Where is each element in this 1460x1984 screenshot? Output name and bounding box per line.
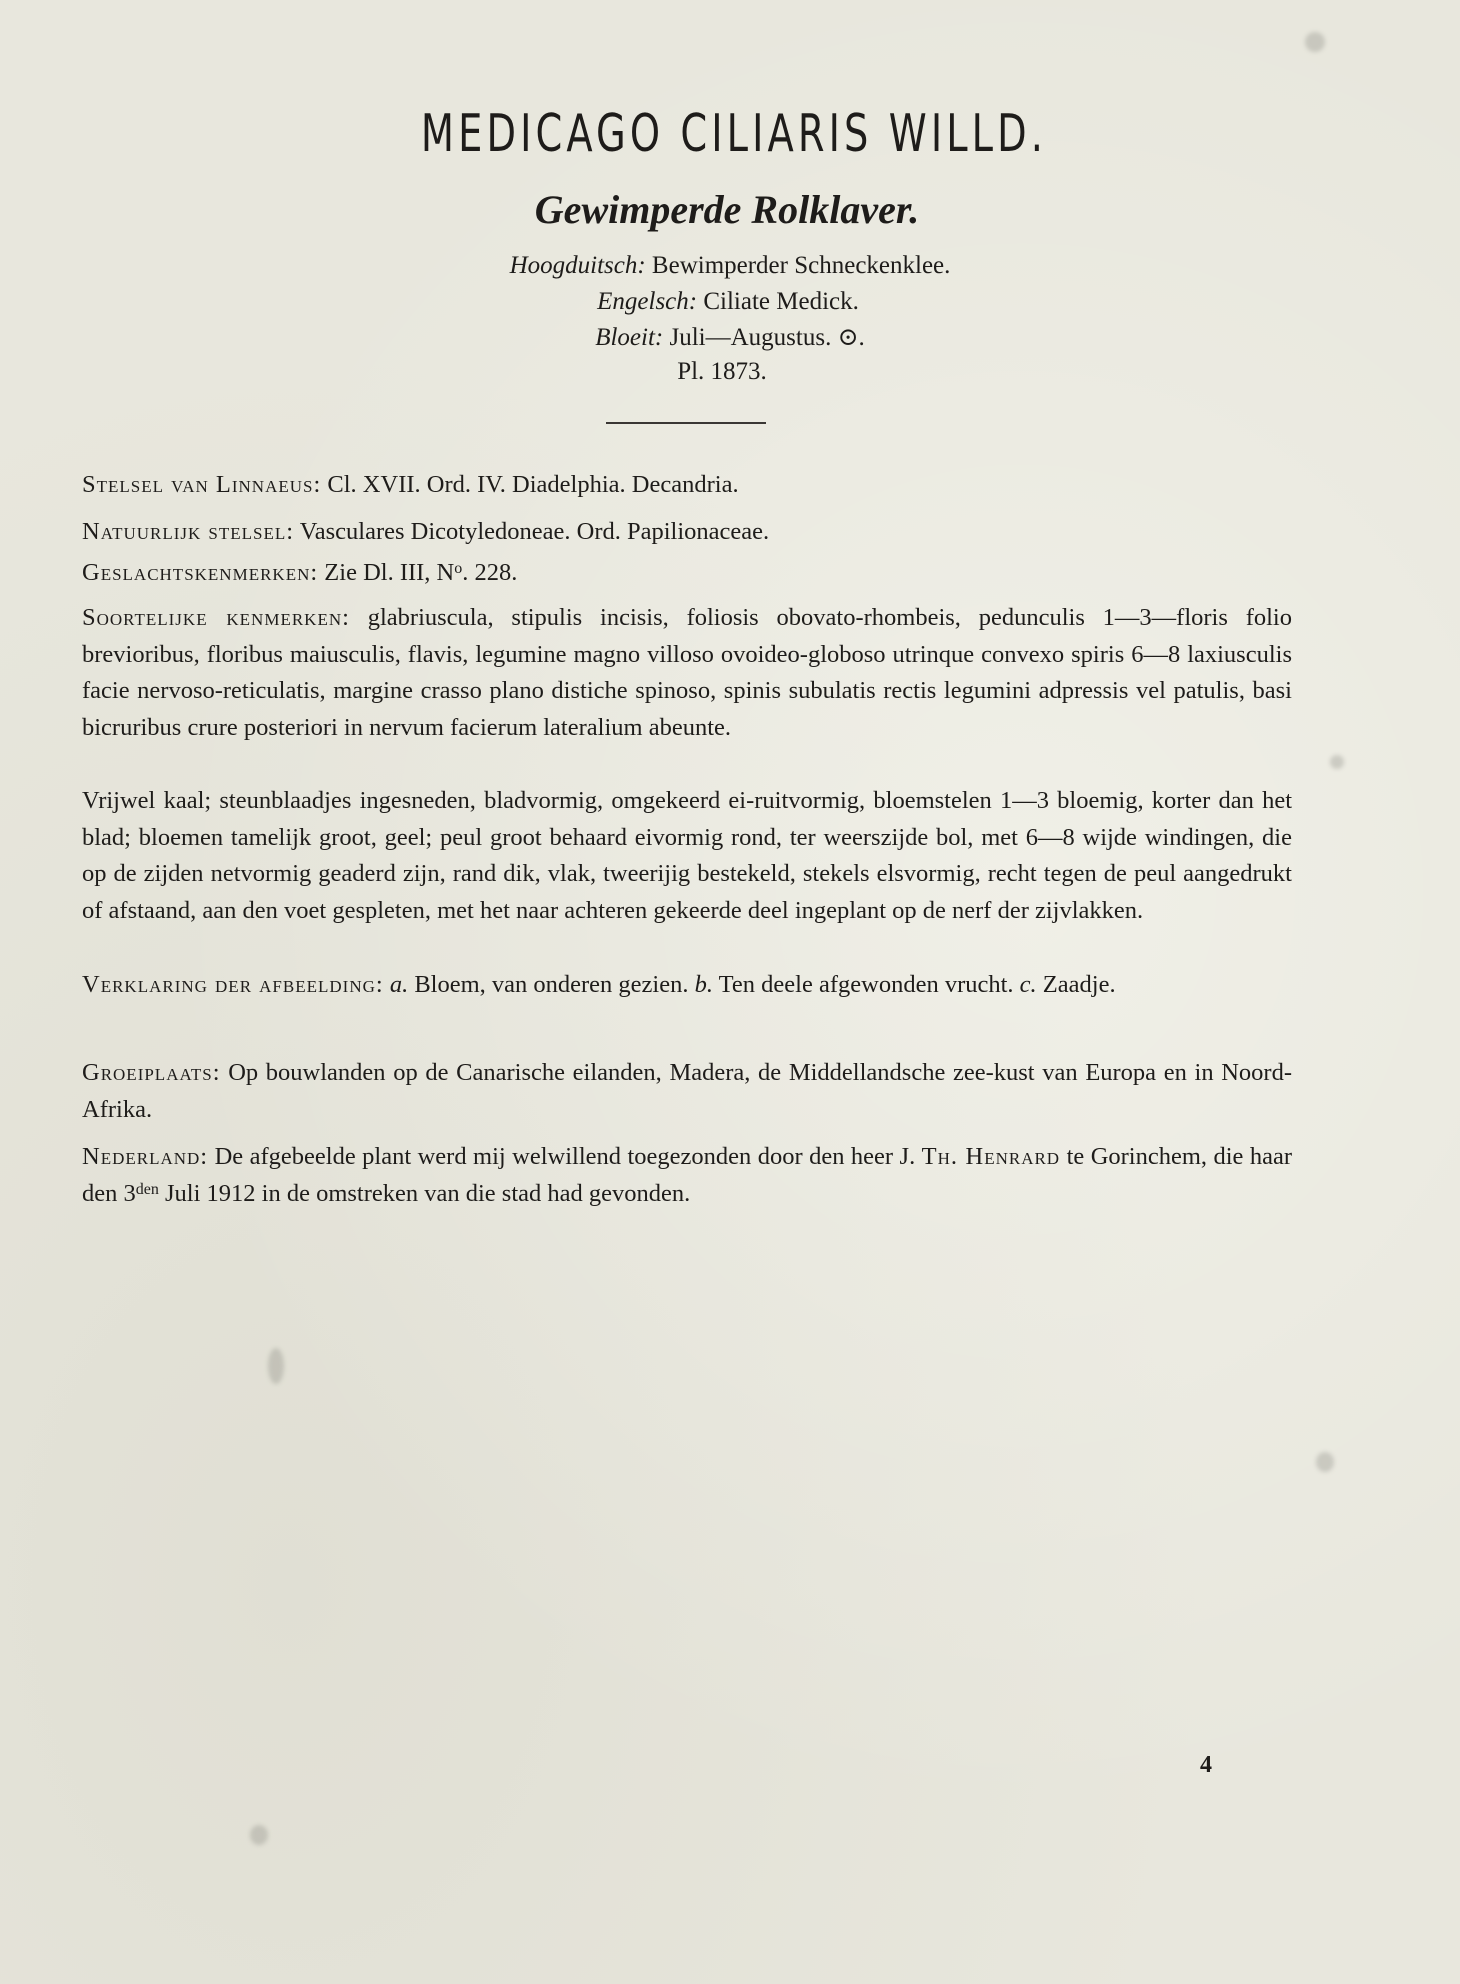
netherlands-paragraph [82, 1139, 1292, 1212]
date-superscript: den [135, 1180, 159, 1198]
netherlands-label: Nederland: [82, 1143, 209, 1170]
netherlands-text-3: Juli 1912 in de omstreken van die stad had gevonden. [164, 1179, 691, 1207]
genus-text: Zie Dl. III, N [324, 559, 455, 586]
habitat-label: Groeiplaats: [82, 1059, 221, 1086]
linnaeus-label: Stelsel van Linnaeus: [82, 471, 322, 498]
figure-b-key: b. [694, 971, 713, 998]
netherlands-text-2: te Gorinchem, die haar den 3 [82, 1143, 1293, 1207]
print-speck [250, 1825, 268, 1845]
page-number: 4 [1200, 1752, 1212, 1778]
species-paragraph [82, 600, 1292, 746]
print-speck [1316, 1452, 1334, 1472]
natural-system-paragraph [82, 514, 1292, 551]
species-label: Soortelijke kenmerken: [82, 604, 350, 631]
linnaeus-paragraph [82, 467, 1292, 504]
figure-explanation-paragraph [82, 967, 1292, 1004]
german-name-value: Bewimperder Schneckenklee. [651, 252, 951, 279]
genus-superscript: o [454, 560, 463, 577]
print-speck [268, 1348, 284, 1384]
german-name-label: Hoogduitsch: [509, 252, 646, 279]
divider-rule [606, 422, 766, 424]
linnaeus-text: Cl. XVII. Ord. IV. Diadelphia. Decandria. [327, 471, 739, 498]
genus-number: . 228. [462, 559, 518, 586]
figure-c-key: c. [1019, 971, 1037, 998]
habitat-paragraph [82, 1055, 1292, 1128]
genus-label: Geslachtskenmerken: [82, 559, 319, 586]
figure-b-text: Ten deele afgewonden vrucht. [718, 971, 1014, 998]
bloom-value: Juli—Augustus. ⊙. [669, 324, 865, 351]
figure-label: Verklaring der afbeelding: [82, 971, 384, 998]
species-text: glabriuscula, stipulis incisis, foliosis obovato-rhombeis, pedunculis 1—3—floris folio brevioribus, floribus maiusculis, flavis, legumine magno villoso ovoideo-globoso utrinque convexo spiris 6—8 laxiusculis facie nervoso-reticulatis, margine crasso plano distiche spinoso, spinis subulatis rectis legumini adpressis vel patulis, basi bicruribus crure posteriori in nervum facierum lateralium abeunte. [82, 604, 1292, 741]
page-subtitle: Gewimperde Rolklaver. [534, 187, 920, 232]
german-name-line [0, 252, 1460, 280]
print-speck [1330, 755, 1344, 769]
genus-paragraph [82, 555, 1292, 592]
figure-a-text: Bloem, van onderen gezien. [414, 971, 689, 998]
figure-c-text: Zaadje. [1042, 971, 1116, 998]
page-title: MEDICAGO CILIARIS WILLD. [420, 104, 1048, 164]
bloom-line [0, 322, 1460, 352]
dutch-description-paragraph: Vrijwel kaal; steunblaadjes ingesneden, bladvormig, omgekeerd ei-ruitvormig, bloemstelen 1—3 bloemig, korter dan het blad; bloemen tamelijk groot, geel; peul groot behaard eivormig rond, ter weerszijde bol, met 6—8 wijde windingen, die op de zijden netvormig geaderd zijn, rand dik, vlak, tweerijig bestekeld, stekels elsvormig, recht tegen de peul aangedrukt of afstaand, aan den voet gespleten, met het naar achteren gekeerde deel ingeplant op de nerf der zijvlakken. [82, 787, 1292, 924]
habitat-text: Op bouwlanden op de Canarische eilanden, Madera, de Middellandsche zee-kust van Europa en in Noord-Afrika. [82, 1059, 1292, 1123]
english-name-line [0, 288, 1458, 316]
netherlands-text-1: De afgebeelde plant werd mij welwillend toegezonden door den heer J. [214, 1143, 916, 1170]
collector-name: Th. Henrard [921, 1143, 1061, 1170]
bloom-label: Bloeit: [595, 324, 664, 351]
natural-system-text: Vasculares Dicotyledoneae. Ord. Papilionaceae. [299, 518, 770, 545]
natural-system-label: Natuurlijk stelsel: [82, 518, 295, 545]
figure-a-key: a. [389, 971, 409, 998]
english-name-value: Ciliate Medick. [703, 288, 859, 315]
english-name-label: Engelsch: [597, 288, 698, 315]
print-speck [1305, 32, 1325, 52]
plate-number: Pl. 1873. [677, 358, 767, 385]
